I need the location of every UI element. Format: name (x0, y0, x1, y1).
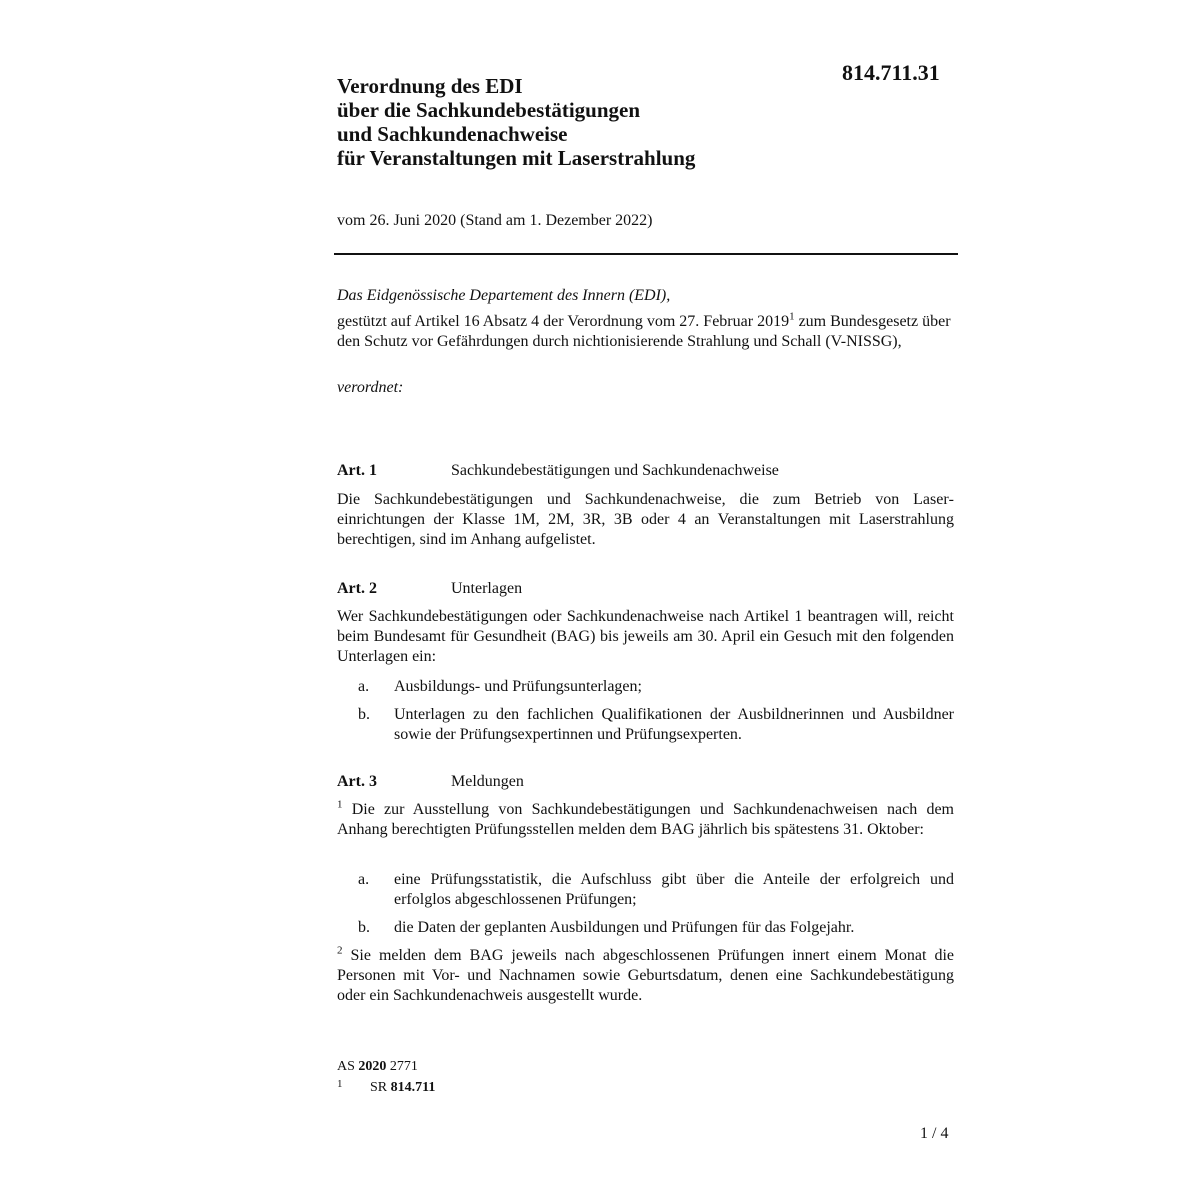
basis-text-continued: zum Bundesgesetz über den Schutz vor Gefährdungen durch nichtionisierende Strahlung und Schall (V-NISSG), (337, 313, 951, 350)
article-title: Unterlagen (451, 580, 523, 597)
list-letter: a. (358, 871, 370, 888)
title-line: Verordnung des EDI (337, 74, 523, 98)
footnote-reference[interactable]: 1 (789, 310, 795, 323)
list-item (337, 705, 954, 745)
footnote-sr-label: SR (370, 1080, 391, 1095)
title-divider (334, 253, 958, 255)
as-reference (337, 1059, 418, 1075)
paragraph-text: Sie melden dem BAG jeweils nach abgeschlossenen Prüfungen innert einem Monat die Personen mit Vor- und Nachnamen sowie Geburtsdatum, denen eine Sachkundebestätigung oder ein Sachkundenachweis ausgestellt wurde. (337, 947, 954, 1004)
as-page: 2771 (386, 1059, 418, 1074)
list-letter: b. (358, 919, 370, 936)
list-letter: b. (358, 706, 370, 723)
list-item (337, 870, 954, 910)
title-line: für Veranstaltungen mit Laserstrahlung (337, 146, 696, 170)
article-number: Art. 2 (337, 580, 377, 597)
list-text: die Daten der geplanten Ausbildungen und Prüfungen für das Folgejahr. (394, 919, 855, 936)
document-title (337, 74, 897, 170)
as-year: 2020 (358, 1059, 387, 1074)
basis-text: gestützt auf Artikel 16 Absatz 4 der Verordnung vom 27. Februar 2019 (337, 313, 790, 330)
article-title: Meldungen (451, 773, 524, 790)
footnote-text (370, 1080, 435, 1096)
paragraph-2 (337, 946, 954, 1006)
list-text: eine Prüfungsstatistik, die Aufschluss gibt über die Anteile der erfolgreich und erfolglos abgeschlossenen Prüfungen; (394, 871, 954, 908)
preamble-basis (337, 312, 954, 352)
paragraph-number: 1 (337, 798, 343, 811)
paragraph-number: 2 (337, 944, 343, 957)
article-text: Die Sachkundebestätigungen und Sachkundenachweise, die zum Betrieb von Lasereinrichtungen der Klasse 1M, 2M, 3R, 3B oder 4 an Veranstaltungen mit Laserstrahlung berechtigen, sind im Anhang aufgelistet. (337, 491, 954, 548)
page-number: 1 / 4 (920, 1125, 949, 1142)
footnote-sr-number: 814.711 (390, 1080, 436, 1095)
article-number: Art. 3 (337, 773, 377, 790)
article-text: Wer Sachkundebestätigungen oder Sachkundenachweise nach Artikel 1 beantragen will, reicht beim Bundesamt für Gesundheit (BAG) bis jeweils am 30. April ein Gesuch mit den folgenden Unterlagen ein: (337, 608, 954, 665)
title-line: und Sachkundenachweise (337, 122, 568, 146)
footnote-number: 1 (337, 1078, 343, 1090)
list-text: Ausbildungs- und Prüfungsunterlagen; (394, 678, 642, 695)
paragraph-1 (337, 800, 954, 840)
article-number: Art. 1 (337, 462, 377, 479)
date-line: vom 26. Juni 2020 (Stand am 1. Dezember 2022) (337, 212, 653, 229)
article-title: Sachkundebestätigungen und Sachkundenachweise (451, 462, 779, 479)
as-prefix: AS (337, 1059, 359, 1074)
sr-number: 814.711.31 (842, 60, 940, 85)
preamble-authority: Das Eidgenössische Departement des Innern (EDI), (337, 287, 671, 304)
title-line: über die Sachkundebestätigungen (337, 98, 641, 122)
paragraph-text: Die zur Ausstellung von Sachkundebestätigungen und Sachkundenachweisen nach dem Anhang berechtigten Prüfungsstellen melden dem BAG jährlich bis spätestens 31. Oktober: (337, 801, 954, 838)
list-text: Unterlagen zu den fachlichen Qualifikationen der Ausbildnerinnen und Ausbildner sowie der Prüfungsexpertinnen und Prüfungsexperten. (394, 706, 954, 743)
preamble-verordnet: verordnet: (337, 379, 404, 396)
list-letter: a. (358, 678, 370, 695)
list-item (337, 918, 954, 938)
list-item (337, 677, 954, 697)
